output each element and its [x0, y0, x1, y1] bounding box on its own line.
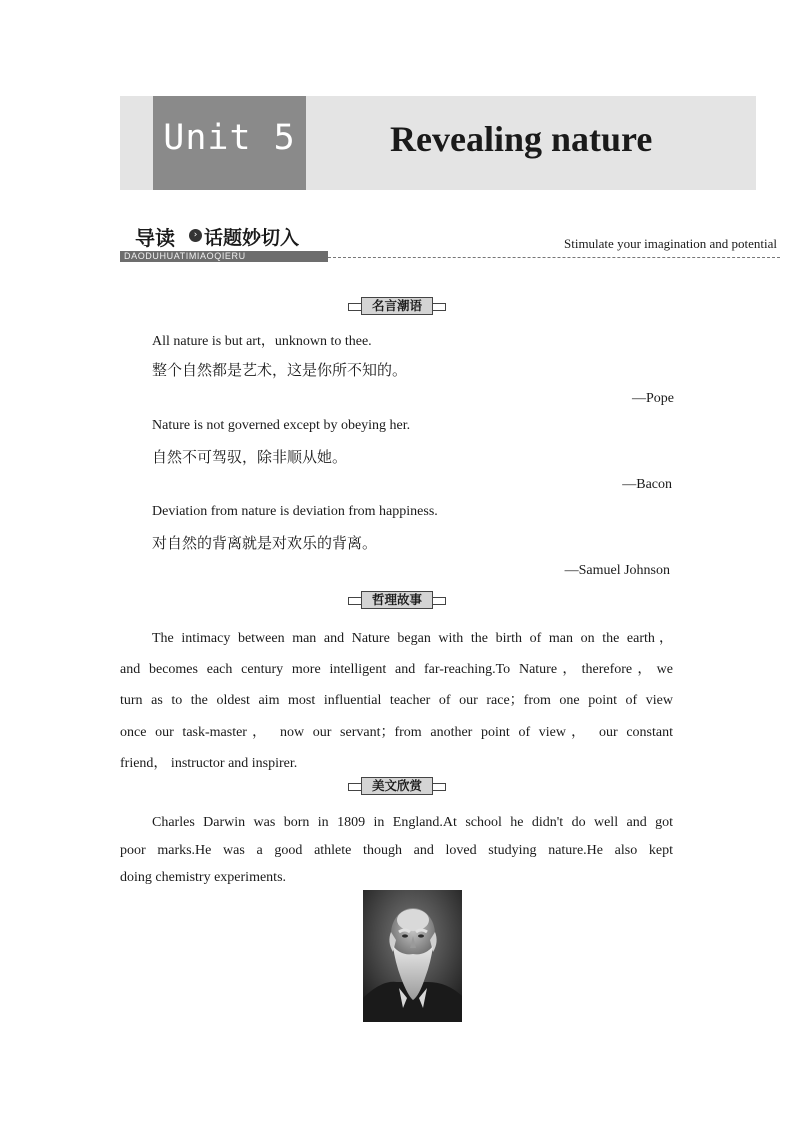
unit-number: Unit 5: [163, 118, 296, 158]
quote-2-english: Nature is not governed except by obeying her.: [152, 418, 411, 433]
story-line: turn as to the oldest aim most influential teacher of our race；from one point of view: [120, 693, 673, 709]
quote-1-author: —Pope: [632, 391, 674, 406]
story-line: once our task-master， now our servant；from another point of view， our constant: [120, 724, 673, 740]
quote-3-chinese: 对自然的背离就是对欢乐的背离。: [152, 534, 378, 552]
essay-label-row: [0, 777, 794, 797]
essay-line: Charles Darwin was born in 1809 in England.At school he didn't do well and got: [152, 815, 673, 830]
quote-2-chinese: 自然不可驾驭，除非顺从她。: [152, 448, 348, 466]
section-divider: [328, 257, 780, 258]
story-label-row: [0, 591, 794, 611]
quote-2-author: —Bacon: [622, 477, 672, 492]
quote-1-english: All nature is but art，unknown to thee.: [152, 334, 372, 349]
unit-number-box: [153, 96, 306, 190]
section-tagline: Stimulate your imagination and potential: [563, 236, 777, 251]
essay-line: poor marks.He was a good athlete though and loved studying nature.He also kept: [120, 842, 673, 858]
section-main-title: 导读: [135, 226, 175, 250]
unit-title: Revealing nature: [390, 119, 653, 159]
section-pinyin-bar: DAODUHUATIMIAOQIERU: [120, 251, 328, 262]
quote-3-english: Deviation from nature is deviation from happiness.: [152, 504, 438, 519]
quote-3-author: —Samuel Johnson: [564, 563, 670, 578]
essay-line: doing chemistry experiments.: [120, 870, 287, 885]
section-heading: [120, 222, 780, 262]
story-label: 哲理故事: [361, 591, 433, 609]
darwin-portrait-image: [363, 890, 462, 1022]
chevron-right-icon: ›: [189, 229, 202, 242]
quotes-label-row: [0, 297, 794, 317]
essay-paragraph: [120, 809, 673, 892]
essay-label: 美文欣赏: [361, 777, 433, 795]
story-line: and becomes each century more intelligent and far-reaching.To Nature，therefore，we: [120, 662, 673, 678]
quote-1-chinese: 整个自然都是艺术，这是你所不知的。: [152, 361, 408, 379]
unit-banner: [120, 96, 756, 190]
quotes-label: 名言潮语: [361, 297, 433, 315]
section-subtitle: 话题妙切入: [204, 227, 300, 249]
story-line: The intimacy between man and Nature began with the birth of man on the earth，: [152, 631, 673, 646]
story-paragraph: [120, 623, 673, 779]
story-line: friend， instructor and inspirer.: [120, 755, 298, 771]
